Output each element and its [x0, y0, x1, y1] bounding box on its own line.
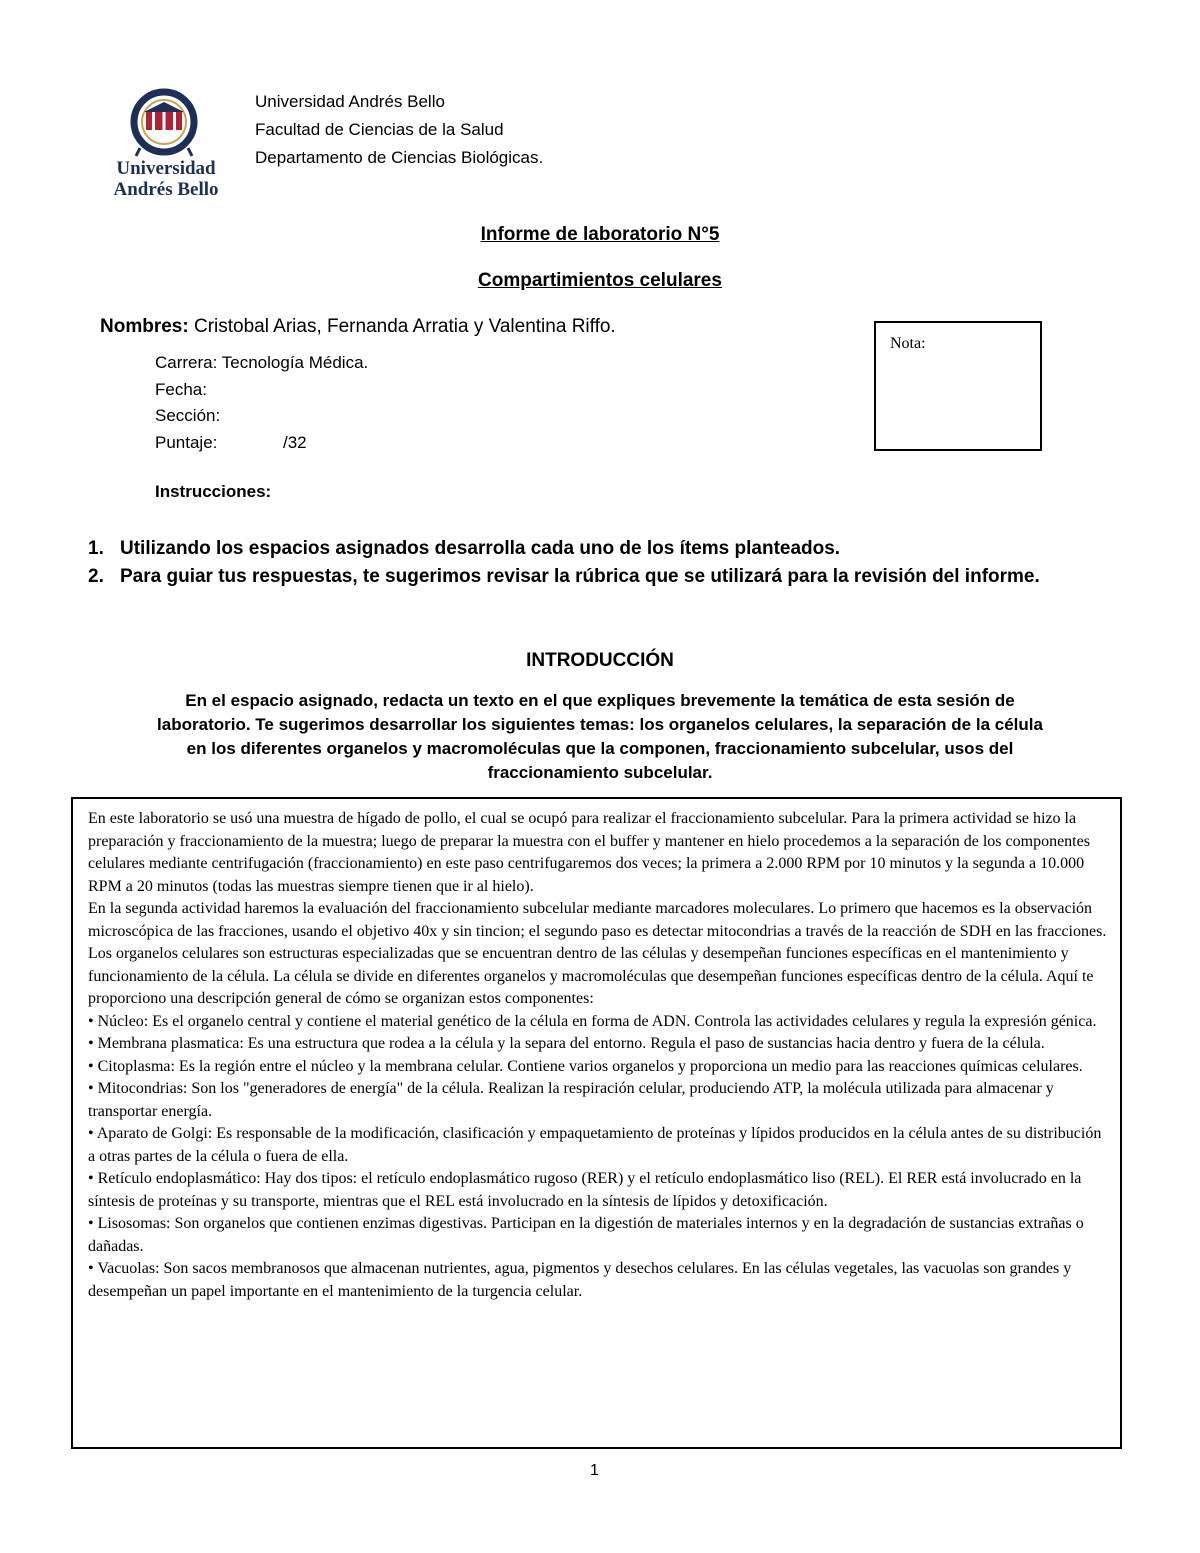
report-title: Informe de laboratorio N°5 — [480, 224, 720, 245]
list-item-number: 1. — [88, 538, 104, 559]
answer-bullet: • Citoplasma: Es la región entre el núcleo y la membrana celular. Contiene varios organelos y proporciona un medio para las reacciones químicas celulares. — [88, 1057, 1083, 1075]
list-item-text: Para guiar tus respuestas, te sugerimos revisar la rúbrica que se utilizará para la revisión del informe. — [120, 566, 1040, 587]
page-number: 1 — [590, 1462, 599, 1479]
department-name: Departamento de Ciencias Biológicas. — [255, 148, 544, 167]
logo-line-1: Universidad — [116, 158, 216, 179]
career-row — [155, 350, 368, 377]
date-row — [155, 377, 368, 404]
instructions-list — [88, 535, 1058, 591]
answer-bullet: • Mitocondrias: Son los "generadores de energía" de la célula. Realizan la respiración celular, produciendo ATP, la molécula utilizada para almacenar y transportar energía. — [88, 1080, 1054, 1120]
faculty-name: Facultad de Ciencias de la Salud — [255, 120, 504, 139]
report-subtitle: Compartimientos celulares — [478, 270, 722, 291]
list-item-number: 2. — [88, 566, 104, 587]
answer-bullet: • Aparato de Golgi: Es responsable de la modificación, clasificación y empaquetamiento de proteínas y lípidos producidos en la célula antes de su distribución a otras partes de la célula o fuera de ella. — [88, 1125, 1102, 1165]
answer-bullet: • Retículo endoplasmático: Hay dos tipos: el retículo endoplasmático rugoso (RER) y el retículo endoplasmático liso (REL). El RER está involucrado en la síntesis de proteínas y su transporte, mientras que el REL está involucrado en la síntesis de lípidos y detoxificación. — [88, 1170, 1082, 1210]
grade-box — [874, 321, 1042, 451]
introduction-heading: INTRODUCCIÓN — [526, 650, 674, 671]
answer-bullet: • Vacuolas: Son sacos membranosos que almacenan nutrientes, agua, pigmentos y desechos celulares. En las células vegetales, las vacuolas son grandes y desempeñan un papel importante en el mantenimiento de la turgencia celular. — [88, 1260, 1072, 1300]
university-name: Universidad Andrés Bello — [255, 92, 445, 111]
names-label: Nombres: — [100, 316, 189, 337]
answer-bullet: • Lisosomas: Son organelos que contienen enzimas digestivas. Participan en la digestión de materiales internos y en la degradación de sustancias extrañas o dañadas. — [88, 1215, 1084, 1255]
answer-bullet: • Núcleo: Es el organelo central y contiene el material genético de la célula en forma de ADN. Controla las actividades celulares y regula la expresión génica. — [88, 1012, 1097, 1030]
answer-bullet: • Membrana plasmatica: Es una estructura que rodea a la célula y la separa del entorno. Regula el paso de sustancias hacia dentro y fuera de la célula. — [88, 1035, 1045, 1052]
answer-paragraph: En este laboratorio se usó una muestra de hígado de pollo, el cual se ocupó para realizar el fraccionamiento subcelular. Para la primera actividad se hizo la preparación y fraccionamiento de la muestra; luego de preparar la muestra con el buffer y mantener en hielo procedemos a la separación de los componentes celulares mediante centrifugación (fraccionamiento) en este paso centrifugaremos dos veces; la primera a 2.000 RPM por 10 minutos y la segunda a 10.000 RPM a 20 minutos (todas las muestras siempre tienen que ir al hielo). — [88, 810, 1090, 895]
score-value: /32 — [283, 432, 307, 452]
report-meta — [155, 350, 368, 456]
student-names — [100, 316, 616, 338]
answer-paragraph: En la segunda actividad haremos la evaluación del fraccionamiento subcelular mediante marcadores moleculares. Lo primero que hacemos es la observación microscópica de las fracciones, usando el objetivo 40x y sin tincion; el segundo paso es detectar mitocondrias a través de la reacción de SDH en las fracciones. Los organelos celulares son estructuras especializadas que se encuentran dentro de las células y desempeñan funciones específicas en el mantenimiento y funcionamiento de la célula. La célula se divide en diferentes organelos y macromoléculas que desempeñan funciones específicas dentro de la célula. Aquí te proporciono una descripción general de cómo se organizan estos componentes: — [88, 900, 1107, 1007]
logo-wordmark — [100, 158, 232, 200]
career-value: Tecnología Médica. — [217, 353, 369, 372]
score-row — [155, 430, 368, 457]
date-label: Fecha: — [155, 379, 207, 399]
instructions-heading: Instrucciones: — [155, 482, 272, 501]
institution-header — [255, 88, 543, 172]
section-label: Sección: — [155, 406, 221, 425]
names-value: Cristobal Arias, Fernanda Arratia y Valentina Riffo. — [188, 316, 616, 337]
section-row — [155, 403, 368, 430]
introduction-prompt: En el espacio asignado, redacta un texto en el que expliques brevemente la temática de esta sesión de laboratorio. Te sugerimos desarrollar los siguientes temas: los organelos celulares, la separación de la célula en los diferentes organelos y macromoléculas que la componen, fraccionamiento subcelular, usos del fraccionamiento subcelular. — [157, 691, 1043, 782]
answer-text — [88, 808, 1110, 1303]
logo-line-2: Andrés Bello — [113, 179, 219, 200]
list-item — [88, 535, 1058, 563]
list-item-text: Utilizando los espacios asignados desarrolla cada uno de los ítems planteados. — [120, 538, 841, 559]
score-label: Puntaje: — [155, 432, 218, 452]
list-item — [88, 563, 1058, 591]
grade-label: Nota: — [890, 335, 926, 352]
career-label: Carrera: — [155, 353, 218, 372]
